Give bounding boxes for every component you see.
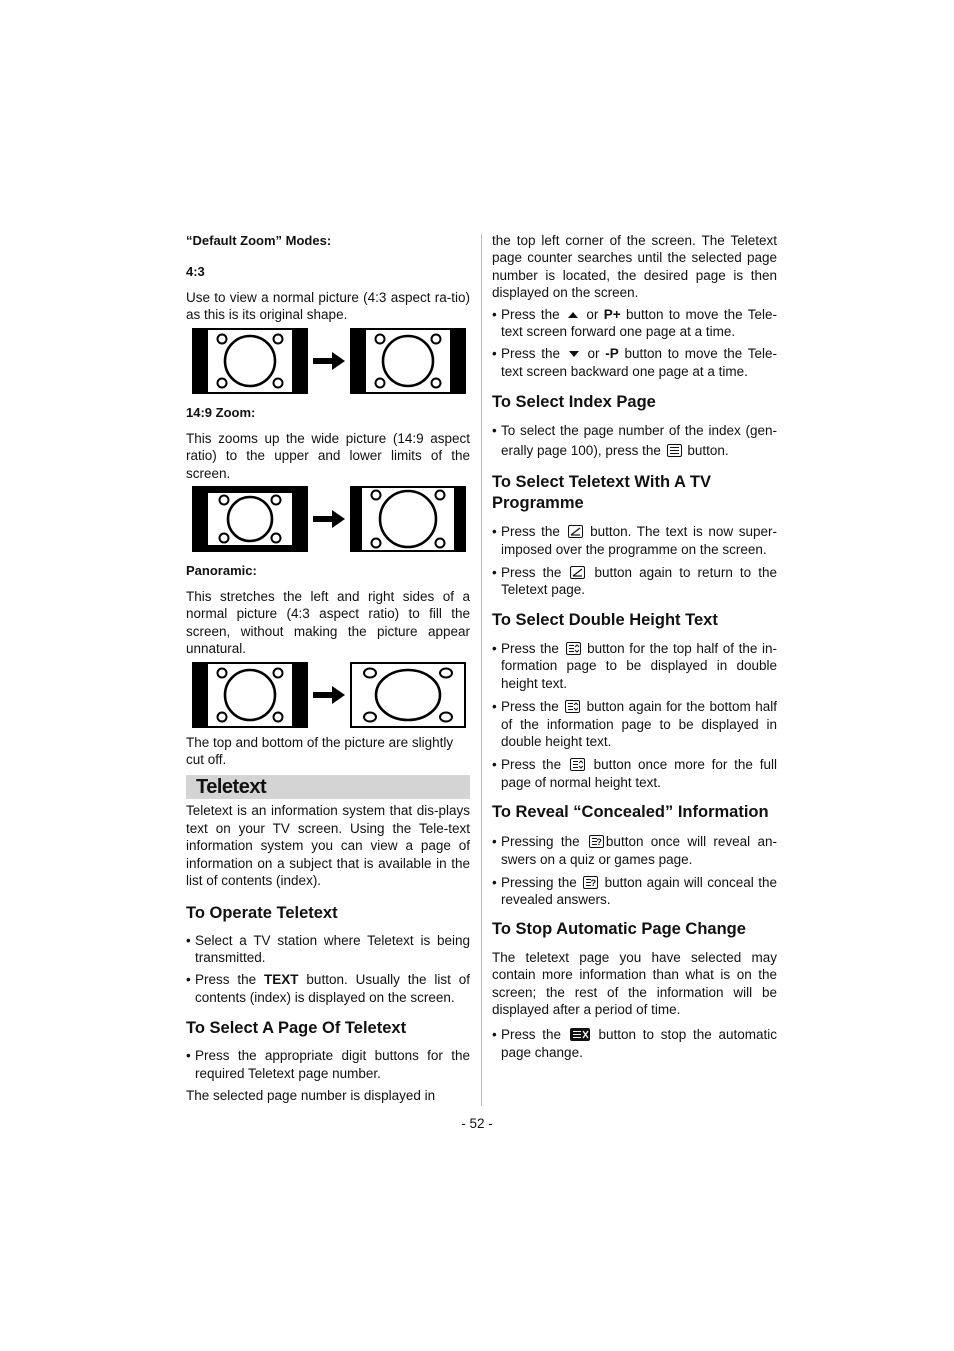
arrow-right-icon	[308, 328, 350, 394]
panoramic-text: This stretches the left and right sides of a normal picture (4:3 aspect ratio) to fill the screen, without making the picture appear unnatural.	[186, 589, 470, 657]
zoom-modes-heading: “Default Zoom” Modes:	[186, 233, 332, 248]
tv-programme-heading: To Select Teletext With A TV Programme	[492, 473, 711, 513]
mode-43-text: Use to view a normal picture (4:3 aspect ra-tio) as this is its original shape.	[186, 290, 470, 323]
select-page-bullet-1: • Press the appropriate digit buttons for the required Teletext page number.	[186, 1047, 470, 1082]
select-page-text-start: The selected page number is displayed in	[186, 1087, 436, 1103]
double-height-heading: To Select Double Height Text	[492, 610, 718, 629]
reveal-heading: To Reveal “Concealed” Information	[492, 803, 769, 822]
arrow-right-icon	[308, 486, 350, 552]
panoramic-note: The top and bottom of the picture are slightly cut off.	[186, 734, 454, 768]
screen-after-icon	[350, 662, 466, 728]
figure-panoramic	[192, 662, 466, 728]
arrow-right-icon	[308, 662, 350, 728]
column-divider	[481, 234, 482, 1106]
figure-43	[192, 328, 466, 394]
figure-149	[192, 486, 466, 552]
double-height-button-icon	[566, 642, 581, 655]
page-backward-bullet: • Press the or -P button to move the Tele-text screen backward one page at a time.	[492, 345, 777, 380]
reveal-button-icon: ?	[589, 835, 604, 848]
screen-before-icon	[192, 662, 308, 728]
panoramic-label: Panoramic:	[186, 563, 257, 579]
stop-bullet: • Press the button to stop the automatic page change.	[492, 1026, 777, 1061]
screen-after-icon	[350, 328, 466, 394]
index-button-icon	[667, 444, 682, 457]
double-height-button-icon	[570, 758, 585, 771]
screen-before-icon	[192, 328, 308, 394]
double-height-bullet-2: • Press the button again for the bottom half of the information page to be displayed in double height text.	[492, 698, 777, 750]
stop-text: The teletext page you have selected may contain more information than what is on the screen; the rest of the information will be displayed after a period of time.	[492, 949, 777, 1017]
mode-149-text: This zooms up the wide picture (14:9 aspect ratio) to the upper and lower limits of the screen.	[186, 430, 470, 481]
mode-43-label: 4:3	[186, 264, 205, 279]
double-height-button-icon	[565, 700, 580, 713]
screen-before-icon	[192, 486, 308, 552]
select-page-heading: To Select A Page Of Teletext	[186, 1019, 407, 1038]
tv-programme-bullet-1: • Press the button. The text is now super-imposed over the programme on the screen.	[492, 523, 777, 558]
tv-programme-bullet-2: • Press the button again to return to the Teletext page.	[492, 564, 777, 599]
hold-button-icon	[570, 1028, 590, 1041]
page-forward-bullet: • Press the or P+ button to move the Tele-text screen forward one page at a time.	[492, 306, 777, 341]
operate-bullet-1: • Select a TV station where Teletext is being transmitted.	[186, 932, 470, 967]
mix-button-icon	[570, 566, 585, 579]
mode-149-label: 14:9 Zoom:	[186, 404, 256, 420]
double-height-bullet-3: • Press the button once more for the full page of normal height text.	[492, 756, 777, 791]
left-column	[186, 232, 470, 1104]
teletext-intro: Teletext is an information system that dis-plays text on your TV screen. Using the Tele-text information system you can view a page of information on a subject that is available in the list of contents (index).	[186, 803, 470, 889]
mix-button-icon	[568, 525, 583, 538]
teletext-section-title: Teletext	[186, 775, 470, 799]
screen-after-icon	[350, 486, 466, 552]
reveal-bullet-1: • Pressing the ? button once will reveal an-swers on a quiz or games page.	[492, 833, 777, 868]
operate-bullet-2: • Press the TEXT button. Usually the list of contents (index) is displayed on the screen.	[186, 971, 470, 1006]
triangle-down-icon	[569, 351, 579, 357]
operate-heading: To Operate Teletext	[186, 903, 338, 922]
index-bullet: • To select the page number of the index (gen-erally page 100), press the button.	[492, 421, 777, 461]
triangle-up-icon	[568, 312, 578, 318]
page-number: - 52 -	[461, 1116, 493, 1131]
reveal-button-icon: ?	[583, 876, 598, 889]
reveal-bullet-2: • Pressing the ? button again will conceal the revealed answers.	[492, 874, 777, 909]
stop-heading: To Stop Automatic Page Change	[492, 919, 746, 938]
right-column	[492, 232, 777, 1061]
select-page-text-continued: the top left corner of the screen. The Teletext page counter searches until the selected page number is located, the desired page is then displayed on the screen.	[492, 233, 777, 301]
index-heading: To Select Index Page	[492, 393, 656, 412]
double-height-bullet-1: • Press the button for the top half of the in-formation page to be displayed in double height text.	[492, 640, 777, 692]
